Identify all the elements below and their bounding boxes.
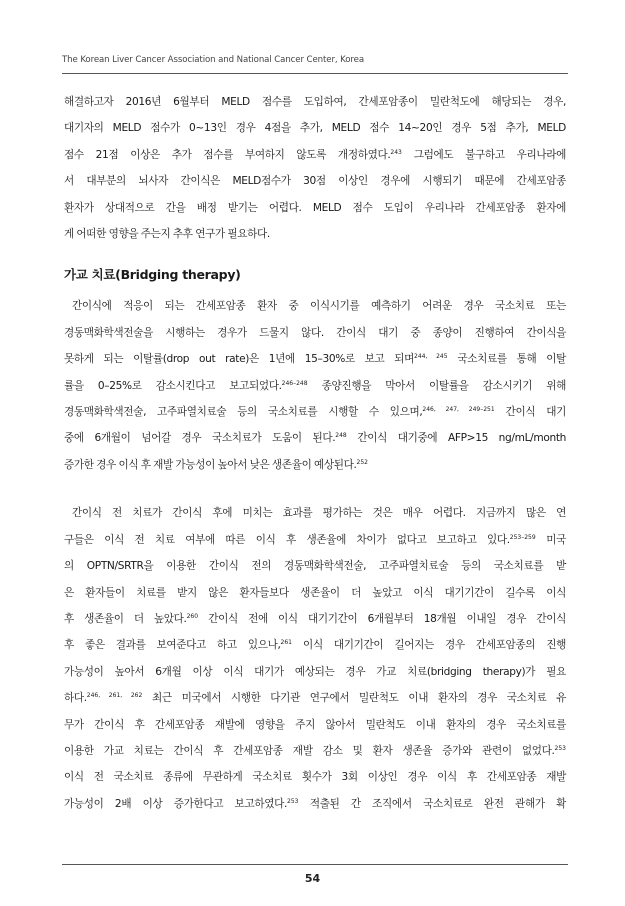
citation: 252 (356, 458, 368, 466)
citation: 253 (287, 797, 299, 805)
text-line: 게 어떠한 영향을 주는지 추후 연구가 필요하다. (64, 228, 270, 241)
paragraph-bridging-intro (64, 293, 566, 478)
text-line: 간이식에 적응이 되는 간세포암종 환자 중 이식시기를 예측하기 어려운 경우 국소치료 또는 (72, 300, 566, 313)
text-line: 후 좋은 결과를 보여준다고 하고 있으나,$^{261}$ 이식 대기기간이 길어지는 경우 간세포암종의 진행 (64, 639, 566, 652)
page-number: 54 (304, 872, 321, 885)
text-line: 서 대부분의 뇌사자 간이식은 MELD점수가 30점 이상인 경우에 시행되기 때문에 간세포암종 (64, 175, 566, 188)
citation: 246, 261, 262 (86, 692, 143, 700)
text-line: 증가한 경우 이식 후 재발 가능성이 높아서 낮은 생존율이 예상된다.$^{252}$ (64, 458, 368, 471)
text-line: 해결하고자 2016년 6월부터 MELD 점수를 도입하여, 간세포암종이 밀란척도에 해당되는 경우, (64, 96, 566, 108)
page-body (64, 89, 566, 817)
citation: 248 (335, 432, 347, 440)
paragraph-pretransplant-effect (64, 500, 566, 817)
text-line: 의 OPTN/SRTR을 이용한 간이식 전의 경동맥화학색전술, 고주파열치료술 등의 국소치료를 받 (64, 560, 566, 573)
footer-divider (62, 864, 568, 865)
text-line: 경동맥화학색전술을 시행하는 경우가 드물지 않다. 간이식 대기 중 종양이 진행하여 간이식을 (64, 326, 566, 339)
text-line: 가능성이 높아서 6개월 이상 이식 대기가 예상되는 경우 가교 치료(bridging therapy)가 필요 (64, 665, 566, 678)
text-line: 중에 6개월이 넘어갈 경우 국소치료가 도움이 된다.$^{248}$ 간이식 대기중에 AFP>15 ng/mL/month (64, 432, 567, 445)
text-line: 하다.$^{246, 261, 262}$ 최근 미국에서 시행한 다기관 연구에서 밀란척도 이내 환자의 경우 국소치료 유 (64, 692, 566, 705)
citation: 246, 247, 249–251 (422, 406, 495, 414)
citation: 261 (280, 639, 292, 647)
text-line: 구들은 이식 전 치료 여부에 따른 이식 후 생존율에 차이가 없다고 보고하고 있다.$^{253-259}$ 미국 (64, 533, 566, 546)
citation: 246–248 (281, 379, 308, 387)
running-header: The Korean Liver Cancer Association and National Cancer Center, Korea (62, 55, 365, 65)
text-line: 점수 21점 이상은 추가 점수를 부여하지 않도록 개정하였다.$^{243}$ 그럼에도 불구하고 우리나라에 (64, 148, 566, 161)
header-divider (62, 73, 568, 74)
citation: 253 (554, 744, 566, 752)
citation: 260 (186, 612, 199, 620)
citation: 253–259 (509, 533, 536, 541)
text-line: 후 생존율이 더 높았다.$^{260}$ 간이식 전에 이식 대기기간이 6개월부터 18개월 이내일 경우 간이식 (64, 612, 566, 625)
text-line: 률을 0–25%로 감소시킨다고 보고되었다.$^{246-248}$ 종양진행을 막아서 이탈률을 감소시키기 위해 (64, 379, 566, 392)
section-heading: 가교 치료(Bridging therapy) (64, 267, 241, 283)
text-line: 대기자의 MELD 점수가 0~13인 경우 4점을 추가, MELD 점수 14~20인 경우 5점 추가, MELD (64, 122, 566, 135)
text-line: 무가 간이식 후 간세포암종 재발에 영향을 주지 않아서 밀란척도 이내 환자의 경우 국소치료를 (64, 718, 566, 731)
citation: 244, 245 (414, 353, 448, 361)
paragraph-meld-policy (64, 89, 566, 247)
text-line: 가능성이 2배 이상 증가한다고 보고하였다.$^{253}$ 적출된 간 조직에서 국소치료로 완전 관해가 확 (64, 797, 566, 810)
text-line: 경동맥화학색전술, 고주파열치료술 등의 국소치료를 시행할 수 있으며,$^{246, 247, 249-251}$ 간이식 대기 (64, 406, 567, 419)
text-line: 이용한 가교 치료는 간이식 후 간세포암종 재발 감소 및 환자 생존율 증가와 관련이 없었다.$^{253}$ (64, 744, 566, 757)
text-line: 이식 전 국소치료 종류에 무관하게 국소치료 횟수가 3회 이상인 경우 이식 후 간세포암종 재발 (64, 771, 566, 784)
text-line: 환자가 상대적으로 간을 배정 받기는 어렵다. MELD 점수 도입이 우리나라 간세포암종 환자에 (64, 201, 566, 214)
text-line: 은 환자들이 치료를 받지 않은 환자들보다 생존율이 더 높았고 이식 대기기간이 길수록 이식 (64, 586, 566, 599)
text-line: 못하게 되는 이탈률(drop out rate)은 1년에 15–30%로 보고 되며$^{244, 245}$ 국소치료를 통해 이탈 (64, 353, 566, 366)
citation: 243 (390, 148, 402, 156)
text-line: 간이식 전 치료가 간이식 후에 미치는 효과를 평가하는 것은 매우 어렵다. 지금까지 많은 연 (72, 507, 566, 520)
